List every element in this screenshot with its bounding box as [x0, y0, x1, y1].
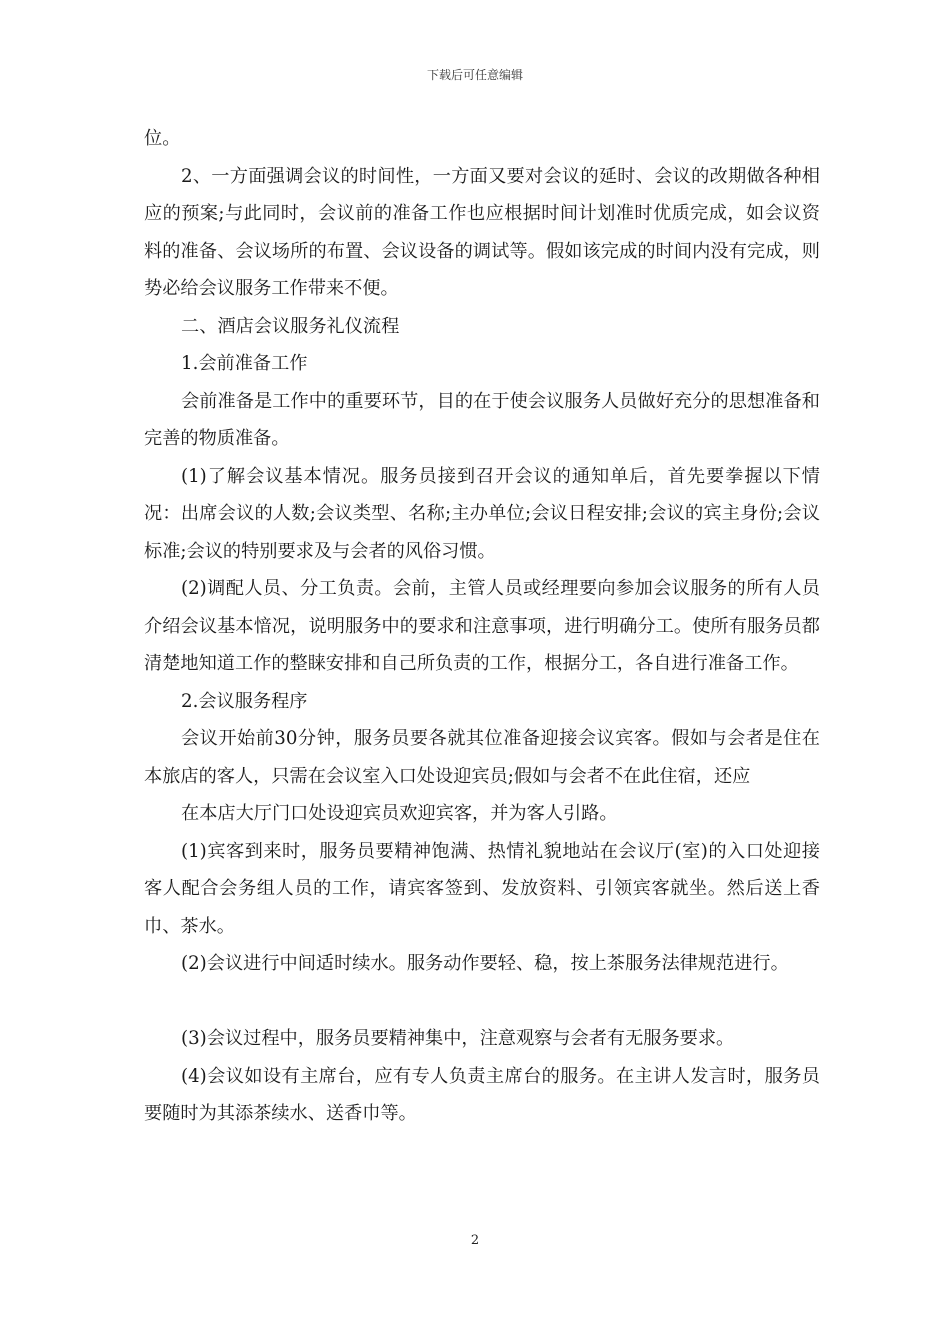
paragraph: (1)宾客到来时，服务员要精神饱满、热情礼貌地站在会议厅(室)的入口处迎接客人配合会务组人员的工作，请宾客签到、发放资料、引领宾客就坐。然后送上香巾、茶水。: [144, 840, 820, 937]
page-header: 下载后可任意编辑: [426, 68, 523, 82]
subsection-heading: 1.会前准备工作: [181, 353, 308, 374]
paragraph: (2)调配人员、分工负责。会前，主管人员或经理要向参加会议服务的所有人员介绍会议基本愔况，说明服务中的要求和注意事项，进行明确分工。使所有服务员都清楚地知道工作的整睐安排和自己所负责的工作，根据分工，各自进行准备工作。: [144, 578, 820, 674]
paragraph: 在本店大厅门口处设迎宾员欢迎宾客，并为客人引路。: [181, 803, 618, 824]
document-body: [144, 120, 820, 1133]
paragraph: (3)会议过程中，服务员要精神集中，注意观察与会者有无服务要求。: [181, 1028, 735, 1049]
paragraph: 2、一方面强调会议的时间性，一方面又要对会议的延时、会议的改期做各种相应的预案;与此同时，会议前的准备工作也应根据时间计划准时优质完成，如会议资料的准备、会议场所的布置、会议设备的调试等。假如该完成的时间内没有完成，则势必给会议服务工作带来不便。: [144, 165, 820, 299]
paragraph: 会前准备是工作中的重要环节，目的在于使会议服务人员做好充分的思想准备和完善的物质准备。: [144, 390, 820, 449]
paragraph: (4)会议如设有主席台，应有专人负责主席台的服务。在主讲人发言时，服务员要随时为其添茶续水、送香巾等。: [144, 1065, 820, 1124]
page-number: 2: [470, 1233, 480, 1248]
section-heading: 二、酒店会议服务礼仪流程: [181, 315, 400, 337]
subsection-heading: 2.会议服务程序: [181, 690, 308, 712]
paragraph: (1)了解会议基本情况。服务员接到召开会议的通知单后，首先要拳握以下情况：出席会议的人数;会议类型、名称;主办单位;会议日程安排;会议的宾主身份;会议标准;会议的特别要求及与会者的风俗习惯。: [144, 465, 820, 562]
blank-line: [144, 983, 820, 1021]
paragraph: 会议开始前30分钟，服务员要各就其位准备迎接会议宾客。假如与会者是住在本旅店的客人，只需在会议室入口处设迎宾员;假如与会者不在此住宿，还应: [144, 728, 820, 787]
paragraph: 位。: [144, 128, 181, 149]
paragraph: (2)会议进行中间适时续水。服务动作要轻、稳，按上茶服务法律规范进行。: [181, 953, 789, 974]
